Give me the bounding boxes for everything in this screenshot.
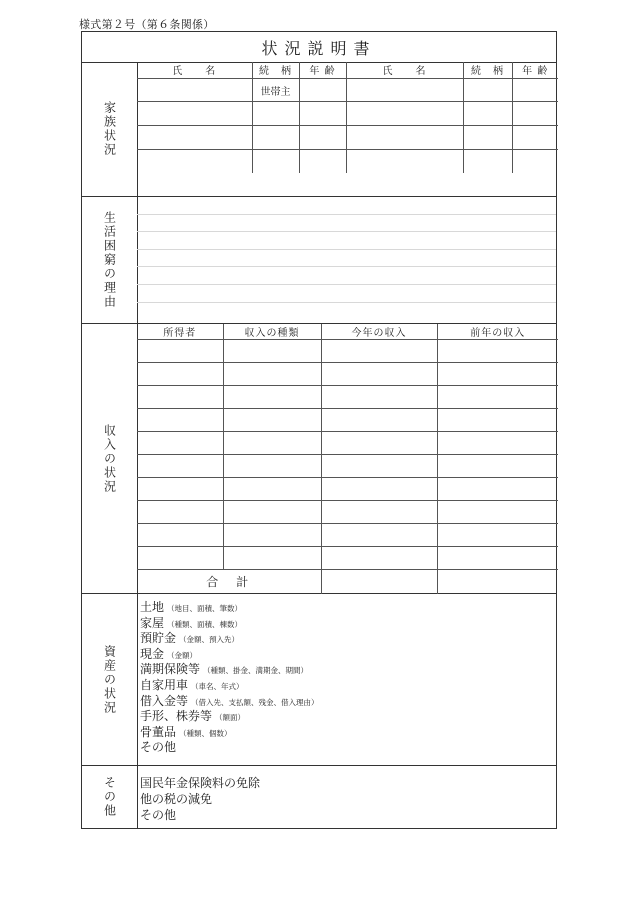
income-header-this-year: 今年の収入 — [321, 324, 437, 340]
asset-note: （種類、掛金、満期金、期間） — [203, 666, 309, 676]
income-cell[interactable] — [137, 501, 223, 524]
family-cell[interactable] — [512, 78, 558, 101]
income-cell[interactable] — [437, 478, 558, 501]
asset-note: （車名、年式） — [191, 681, 244, 691]
income-cell[interactable] — [321, 432, 437, 455]
income-cell[interactable] — [223, 455, 321, 478]
asset-name: 自家用車 — [140, 677, 189, 692]
income-cell[interactable] — [321, 455, 437, 478]
income-cell[interactable] — [321, 340, 437, 363]
hardship-writing-area[interactable] — [137, 197, 556, 323]
asset-name: 骨董品 — [140, 724, 177, 739]
income-total-this-year[interactable] — [321, 570, 437, 594]
other-item-other[interactable]: その他 — [140, 808, 177, 822]
hardship-line[interactable] — [137, 285, 556, 303]
family-cell[interactable] — [463, 101, 512, 125]
form-title: 状況説明書 — [82, 32, 556, 63]
income-cell[interactable] — [223, 363, 321, 386]
other-section — [82, 766, 556, 828]
income-row — [137, 386, 558, 409]
asset-list — [137, 594, 556, 756]
income-header-earner: 所得者 — [137, 324, 223, 340]
family-cell[interactable] — [346, 149, 463, 173]
income-cell[interactable] — [223, 524, 321, 547]
income-header-type: 収入の種類 — [223, 324, 321, 340]
income-row — [137, 501, 558, 524]
asset-note: （金額） — [167, 650, 198, 660]
family-cell[interactable] — [137, 125, 252, 149]
income-cell[interactable] — [321, 501, 437, 524]
other-section-label-cell — [82, 766, 138, 828]
family-cell[interactable] — [299, 149, 346, 173]
income-cell[interactable] — [321, 386, 437, 409]
other-section-label: その他 — [102, 776, 117, 818]
income-cell[interactable] — [321, 478, 437, 501]
family-section-label: 家族状況 — [102, 101, 117, 157]
family-header-relation-1: 続 柄 — [252, 62, 299, 78]
income-section-label-cell — [82, 324, 138, 593]
family-cell[interactable] — [137, 101, 252, 125]
assets-section — [82, 594, 556, 766]
family-cell[interactable] — [463, 78, 512, 101]
family-cell[interactable] — [512, 125, 558, 149]
family-header-row — [137, 62, 558, 78]
family-cell[interactable] — [346, 101, 463, 125]
income-cell[interactable] — [321, 524, 437, 547]
asset-note: （金額、預入先） — [179, 635, 240, 645]
asset-item-cash[interactable] — [140, 647, 552, 663]
family-cell[interactable] — [137, 78, 252, 101]
family-row — [137, 78, 558, 101]
income-cell[interactable] — [437, 524, 558, 547]
income-cell[interactable] — [321, 363, 437, 386]
asset-item-securities[interactable] — [140, 709, 552, 725]
family-cell[interactable] — [463, 149, 512, 173]
income-row — [137, 340, 558, 363]
income-cell[interactable] — [437, 501, 558, 524]
asset-name: 満期保険等 — [140, 662, 201, 677]
family-row — [137, 149, 558, 173]
family-cell[interactable]: 世帯主 — [252, 78, 299, 101]
family-cell[interactable] — [299, 78, 346, 101]
asset-item-car[interactable] — [140, 678, 552, 694]
hardship-section — [82, 197, 556, 324]
family-cell[interactable] — [299, 101, 346, 125]
hardship-section-label: 生活困窮の理由 — [102, 211, 117, 309]
family-cell[interactable] — [252, 125, 299, 149]
asset-item-other[interactable] — [140, 740, 552, 756]
hardship-line[interactable] — [137, 197, 556, 215]
income-cell[interactable] — [223, 501, 321, 524]
income-cell[interactable] — [137, 340, 223, 363]
income-cell[interactable] — [137, 455, 223, 478]
income-cell[interactable] — [137, 524, 223, 547]
asset-note: （種類、個数） — [179, 728, 232, 738]
asset-name: 借入金等 — [140, 693, 189, 708]
family-cell[interactable] — [512, 149, 558, 173]
hardship-line[interactable] — [137, 215, 556, 233]
family-cell[interactable] — [137, 149, 252, 173]
family-header-age-2: 年 齢 — [512, 62, 558, 78]
income-cell[interactable] — [223, 432, 321, 455]
income-header-last-year: 前年の収入 — [437, 324, 558, 340]
other-item-pension-exemption[interactable]: 国民年金保険料の免除 — [140, 776, 261, 790]
family-cell[interactable] — [299, 125, 346, 149]
income-cell[interactable] — [437, 455, 558, 478]
family-table — [137, 62, 558, 173]
income-cell[interactable] — [321, 409, 437, 432]
asset-name: 預貯金 — [140, 631, 177, 646]
family-cell[interactable] — [252, 101, 299, 125]
family-cell[interactable] — [346, 125, 463, 149]
asset-note: （種類、面積、棟数） — [167, 619, 243, 629]
situation-statement-form — [81, 31, 557, 829]
asset-name: その他 — [140, 740, 177, 755]
hardship-line[interactable] — [137, 303, 556, 321]
asset-item-antiques[interactable] — [140, 725, 552, 741]
income-row — [137, 363, 558, 386]
assets-section-label-cell — [82, 594, 138, 765]
hardship-line[interactable] — [137, 267, 556, 285]
income-cell[interactable] — [223, 386, 321, 409]
family-row — [137, 101, 558, 125]
income-cell[interactable] — [437, 363, 558, 386]
income-cell[interactable] — [137, 363, 223, 386]
other-list — [137, 766, 556, 823]
income-cell[interactable] — [437, 340, 558, 363]
asset-item-house[interactable] — [140, 616, 552, 632]
income-cell[interactable] — [137, 478, 223, 501]
hardship-section-label-cell — [82, 197, 138, 323]
income-row — [137, 432, 558, 455]
asset-name: 家屋 — [140, 615, 165, 630]
family-cell[interactable] — [252, 149, 299, 173]
income-total-label: 合 計 — [137, 570, 321, 594]
family-cell[interactable] — [346, 78, 463, 101]
asset-note: （借入先、支払額、残金、借入理由） — [191, 697, 319, 707]
income-row — [137, 455, 558, 478]
income-cell[interactable] — [321, 547, 437, 570]
family-cell[interactable] — [512, 101, 558, 125]
income-cell[interactable] — [137, 432, 223, 455]
family-cell[interactable] — [463, 125, 512, 149]
family-header-name-2: 氏 名 — [346, 62, 463, 78]
income-row — [137, 547, 558, 570]
hardship-line[interactable] — [137, 250, 556, 268]
income-cell[interactable] — [137, 409, 223, 432]
other-item-tax-reduction[interactable]: 他の税の減免 — [140, 792, 213, 806]
asset-name: 土地 — [140, 600, 165, 614]
asset-name: 現金 — [140, 646, 165, 661]
family-header-name-1: 氏 名 — [137, 62, 252, 78]
assets-section-label: 資産の状況 — [102, 644, 117, 715]
income-row — [137, 524, 558, 547]
income-cell[interactable] — [223, 340, 321, 363]
income-cell[interactable] — [437, 432, 558, 455]
income-cell[interactable] — [223, 409, 321, 432]
income-row — [137, 478, 558, 501]
income-section-label: 収入の状況 — [102, 423, 117, 494]
income-cell[interactable] — [137, 547, 223, 570]
income-cell[interactable] — [223, 547, 321, 570]
income-table — [137, 324, 558, 594]
income-cell[interactable] — [223, 478, 321, 501]
income-total-last-year[interactable] — [437, 570, 558, 594]
asset-note: （地目、面積、筆数） — [167, 604, 243, 613]
income-cell[interactable] — [437, 409, 558, 432]
asset-item-savings[interactable] — [140, 631, 552, 647]
family-header-age-1: 年 齢 — [299, 62, 346, 78]
asset-item-insurance[interactable] — [140, 662, 552, 678]
family-section-label-cell — [82, 62, 138, 196]
hardship-line[interactable] — [137, 232, 556, 250]
asset-item-land[interactable] — [140, 600, 552, 616]
family-header-relation-2: 続 柄 — [463, 62, 512, 78]
income-cell[interactable] — [137, 386, 223, 409]
income-total-row — [137, 570, 558, 594]
asset-item-loans[interactable] — [140, 694, 552, 710]
income-header-row — [137, 324, 558, 340]
asset-note: （額面） — [215, 713, 246, 723]
income-cell[interactable] — [437, 386, 558, 409]
income-cell[interactable] — [437, 547, 558, 570]
income-row — [137, 409, 558, 432]
income-section — [82, 324, 556, 594]
asset-name: 手形、株券等 — [140, 709, 213, 724]
family-row — [137, 125, 558, 149]
form-number-label: 様式第２号（第６条関係） — [79, 18, 215, 31]
family-section — [82, 62, 556, 197]
